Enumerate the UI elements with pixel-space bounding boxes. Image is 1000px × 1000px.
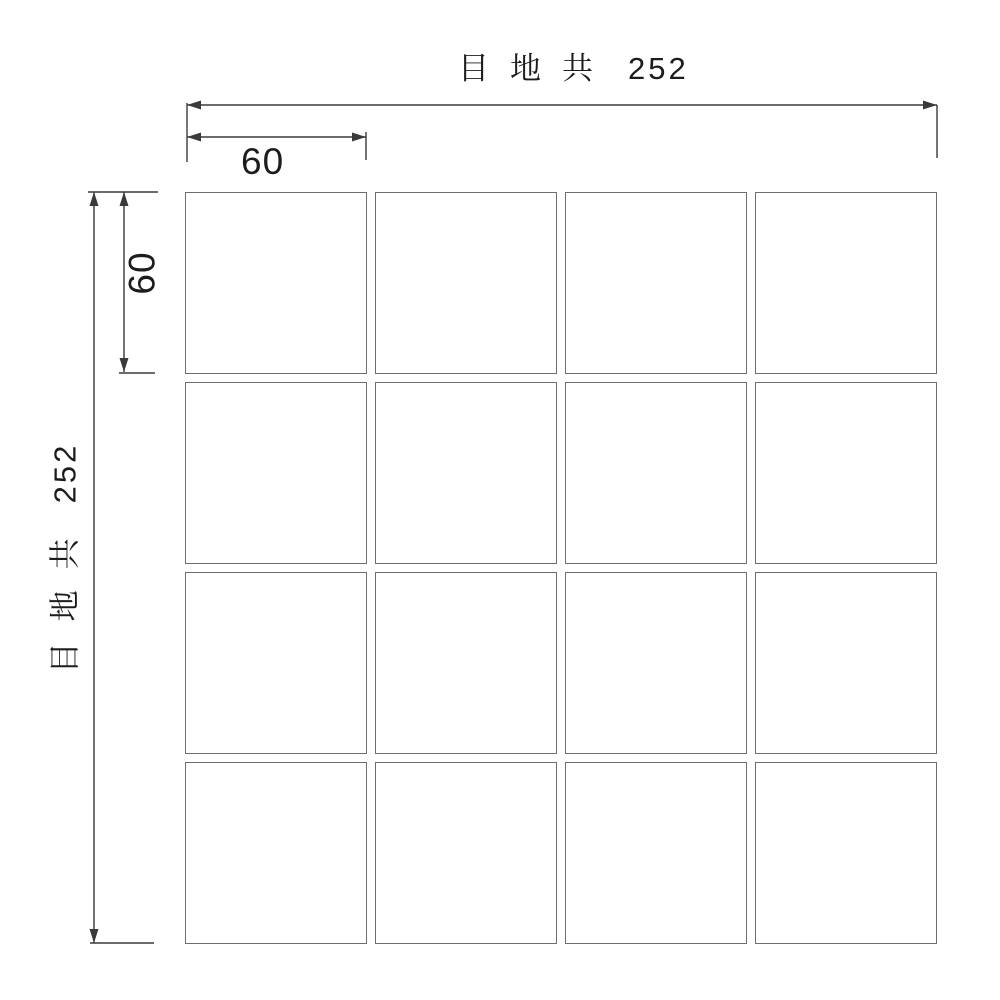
label-top-total-value: 252 xyxy=(628,51,689,86)
label-top-unit: 60 xyxy=(241,141,285,182)
label-left-total-prefix: 目地共 xyxy=(47,517,83,674)
label-top-total xyxy=(458,53,689,84)
label-left-total-value: 252 xyxy=(47,442,83,504)
label-top-total-prefix: 目地共 xyxy=(458,51,614,86)
label-left-unit: 60 xyxy=(121,251,163,295)
label-left-total xyxy=(47,442,83,674)
